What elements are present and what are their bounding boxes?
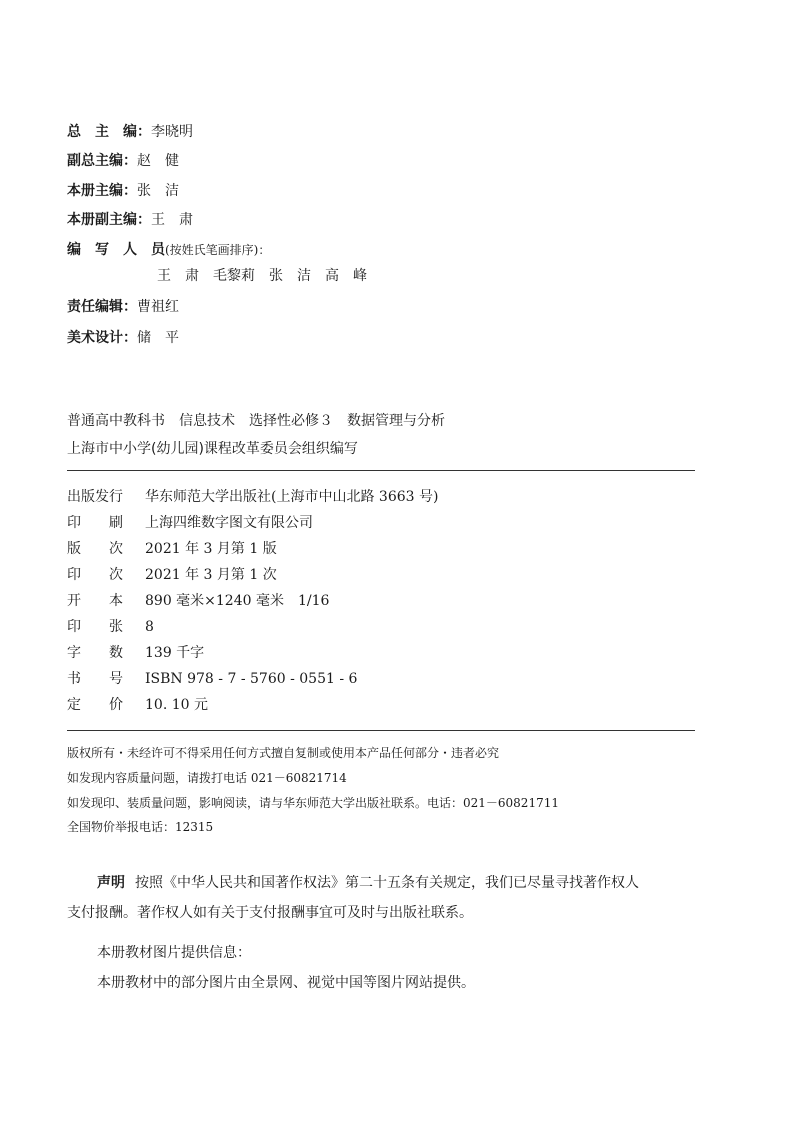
pub-value: 上海四维数字图文有限公司 [145, 515, 313, 531]
pub-label: 版 次 [67, 541, 123, 557]
copyright-line: 如发现印、装质量问题，影响阅读，请与华东师范大学出版社联系。电话：021－60821711 [67, 796, 559, 810]
editor-value: 储 平 [137, 330, 179, 346]
editor-value: 王 肃 [151, 212, 193, 228]
pub-row [67, 484, 438, 510]
organizer: 上海市中小学(幼儿园)课程改革委员会组织编写 [67, 441, 358, 457]
pub-label: 出版发行 [67, 489, 123, 505]
pub-label: 定 价 [67, 697, 123, 713]
editor-row-volume-deputy [67, 208, 193, 232]
image-credits-text: 本册教材中的部分图片由全景网、视觉中国等图片网站提供。 [97, 975, 475, 991]
pub-row [67, 510, 313, 536]
pub-row [67, 562, 277, 588]
editor-row-volume-editor [67, 179, 179, 203]
editor-value: 张 洁 [137, 183, 179, 199]
divider-top [67, 470, 695, 471]
pub-row [67, 536, 277, 562]
pub-value: 2021 年 3 月第 1 次 [145, 567, 277, 583]
pub-value: 8 [145, 619, 154, 635]
pub-value: 890 毫米×1240 毫米 1/16 [145, 593, 330, 609]
pub-label: 字 数 [67, 645, 123, 661]
pub-label: 书 号 [67, 671, 123, 687]
pub-value: 2021 年 3 月第 1 版 [145, 541, 277, 557]
statement-text: 按照《中华人民共和国著作权法》第二十五条有关规定，我们已尽量寻找著作权人 [135, 875, 639, 891]
editor-row-deputy-chief [67, 149, 179, 173]
pub-value: 139 千字 [145, 645, 205, 661]
editor-note: (按姓氏笔画排序)： [165, 243, 271, 257]
copyright-line: 全国物价举报电话：12315 [67, 820, 214, 834]
pub-value: 10. 10 元 [145, 697, 208, 713]
pub-row [67, 640, 204, 666]
editor-row-chief [67, 120, 193, 144]
editor-row-writers [67, 238, 270, 262]
copyright-line: 版权所有・未经许可不得采用任何方式擅自复制或使用本产品任何部分・违者必究 [67, 746, 500, 760]
editor-label: 本册主编： [67, 183, 137, 199]
editor-value: 李晓明 [151, 124, 193, 140]
pub-value: ISBN 978 - 7 - 5760 - 0551 - 6 [145, 671, 358, 687]
series-title: 普通高中教科书 信息技术 选择性必修３ 数据管理与分析 [67, 413, 445, 429]
editor-label: 美术设计： [67, 330, 137, 346]
pub-row [67, 614, 154, 640]
statement-line [97, 868, 639, 898]
editor-label: 总 主 编： [67, 124, 151, 140]
editor-row-responsible [67, 295, 179, 319]
copyright-line: 如发现内容质量问题，请拨打电话 021－60821714 [67, 771, 347, 785]
pub-row [67, 692, 208, 718]
pub-label: 印 刷 [67, 515, 123, 531]
editor-value: 赵 健 [137, 153, 179, 169]
pub-value: 华东师范大学出版社(上海市中山北路 3663 号) [145, 489, 439, 505]
pub-row [67, 666, 357, 692]
statement-line: 支付报酬。著作权人如有关于支付报酬事宜可及时与出版社联系。 [67, 905, 473, 921]
divider-bottom [67, 730, 695, 731]
pub-label: 印 张 [67, 619, 123, 635]
editor-label: 编 写 人 员 [67, 242, 165, 258]
editor-row-art [67, 326, 179, 350]
editor-label: 责任编辑： [67, 299, 137, 315]
writer-names: 王 肃 毛黎莉 张 洁 高 峰 [157, 268, 367, 284]
editor-label: 本册副主编： [67, 212, 151, 228]
editor-value: 曹祖红 [137, 299, 179, 315]
image-credits-title: 本册教材图片提供信息： [97, 945, 251, 961]
statement-head: 声明 [97, 875, 125, 891]
editor-label: 副总主编： [67, 153, 137, 169]
pub-row [67, 588, 329, 614]
pub-label: 印 次 [67, 567, 123, 583]
pub-label: 开 本 [67, 593, 123, 609]
